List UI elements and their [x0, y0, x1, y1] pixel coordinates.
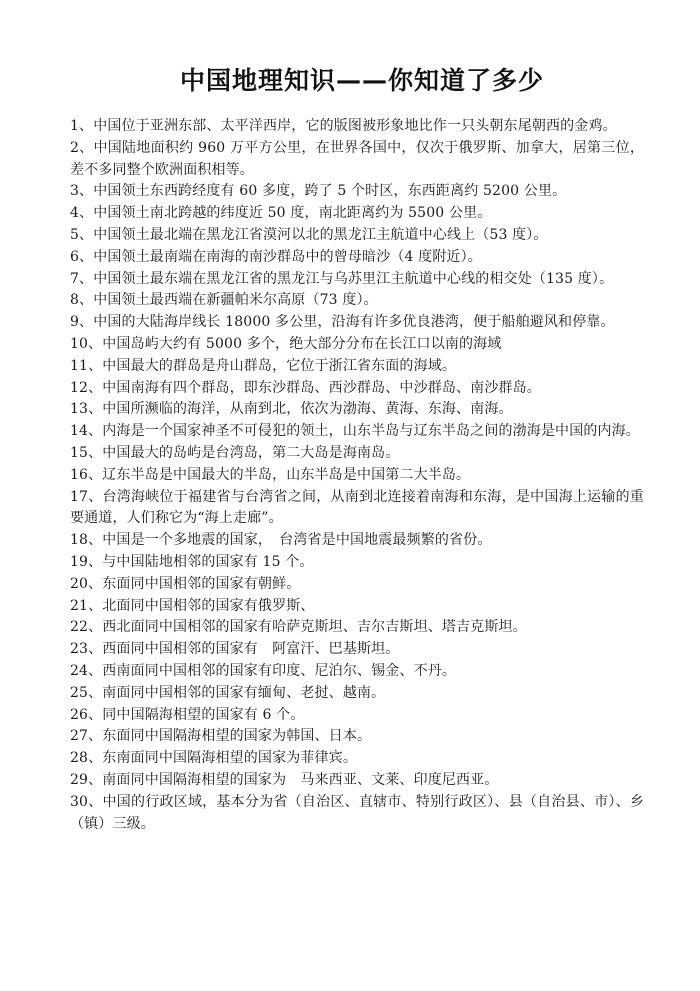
list-item: 6、中国领土最南端在南海的南沙群岛中的曾母暗沙（4 度附近）。 — [70, 248, 482, 265]
list-item: 7、中国领土最东端在黑龙江省的黑龙江与乌苏里江主航道中心线的相交处（135 度）。 — [70, 270, 614, 287]
list-item: 8、中国领土最西端在新疆帕米尔高原（73 度）。 — [70, 292, 378, 309]
list-item: 22、西北面同中国相邻的国家有哈萨克斯坦、吉尔吉斯坦、塔吉克斯坦。 — [70, 619, 527, 636]
list-item: 30、中国的行政区域，基本分为省（自治区、直辖市、特别行政区）、县（自治县、市）、乡（镇）三级。 — [70, 793, 644, 832]
list-item: 28、东南面同中国隔海相望的国家为菲律宾。 — [70, 750, 357, 767]
list-item: 27、东面同中国隔海相望的国家为韩国、日本。 — [70, 728, 372, 745]
list-item: 2、中国陆地面积约 960 万平方公里，在世界各国中，仅次于俄罗斯、加拿大，居第三位，差不多同整个欧洲面积相等。 — [70, 139, 644, 178]
list-item: 29、南面同中国隔海相望的国家为 马来西亚、文莱、印度尼西亚。 — [70, 771, 499, 788]
fact-list — [70, 116, 644, 835]
list-item: 23、西面同中国相邻的国家有 阿富汗、巴基斯坦。 — [70, 641, 400, 658]
list-item: 5、中国领土最北端在黑龙江省漠河以北的黑龙江主航道中心线上（53 度）。 — [70, 226, 548, 243]
list-item: 11、中国最大的群岛是舟山群岛，它位于浙江省东面的海域。 — [70, 357, 457, 374]
list-item: 10、中国岛屿大约有 5000 多个，绝大部分分布在长江口以南的海域 — [70, 335, 502, 352]
list-item: 15、中国最大的岛屿是台湾岛，第二大岛是海南岛。 — [70, 444, 400, 461]
page-title: 中国地理知识——你知道了多少 — [179, 66, 544, 95]
list-item: 20、东面同中国相邻的国家有朝鲜。 — [70, 575, 301, 592]
list-item: 12、中国南海有四个群岛，即东沙群岛、西沙群岛、中沙群岛、南沙群岛。 — [70, 379, 541, 396]
list-item: 17、台湾海峡位于福建省与台湾省之间，从南到北连接着南海和东海，是中国海上运输的重要通道，人们称它为“海上走廊”。 — [70, 488, 644, 527]
list-item: 14、内海是一个国家神圣不可侵犯的领土，山东半岛与辽东半岛之间的渤海是中国的内海。 — [70, 423, 640, 440]
list-item: 25、南面同中国相邻的国家有缅甸、老挝、越南。 — [70, 684, 386, 701]
list-item: 19、与中国陆地相邻的国家有 15 个。 — [70, 553, 314, 570]
list-item: 16、辽东半岛是中国最大的半岛，山东半岛是中国第二大半岛。 — [70, 466, 471, 483]
list-item: 21、北面同中国相邻的国家有俄罗斯、 — [70, 597, 315, 614]
list-item: 26、同中国隔海相望的国家有 6 个。 — [70, 706, 305, 723]
list-item: 3、中国领土东西跨经度有 60 多度，跨了 5 个时区，东西距离约 5200 公里。 — [70, 183, 567, 200]
list-item: 18、中国是一个多地震的国家， 台湾省是中国地震最频繁的省份。 — [70, 532, 492, 549]
list-item: 24、西南面同中国相邻的国家有印度、尼泊尔、锡金、不丹。 — [70, 662, 457, 679]
list-item: 1、中国位于亚洲东部、太平洋西岸，它的版图被形象地比作一只头朝东尾朝西的金鸡。 — [70, 118, 617, 134]
list-item: 9、中国的大陆海岸线长 18000 多公里，沿海有许多优良港湾，便于船舶避风和停靠。 — [70, 314, 615, 331]
list-item: 4、中国领土南北跨越的纬度近 50 度，南北距离约为 5500 公里。 — [70, 205, 492, 222]
list-item: 13、中国所濒临的海洋，从南到北，依次为渤海、黄海、东海、南海。 — [70, 401, 513, 418]
